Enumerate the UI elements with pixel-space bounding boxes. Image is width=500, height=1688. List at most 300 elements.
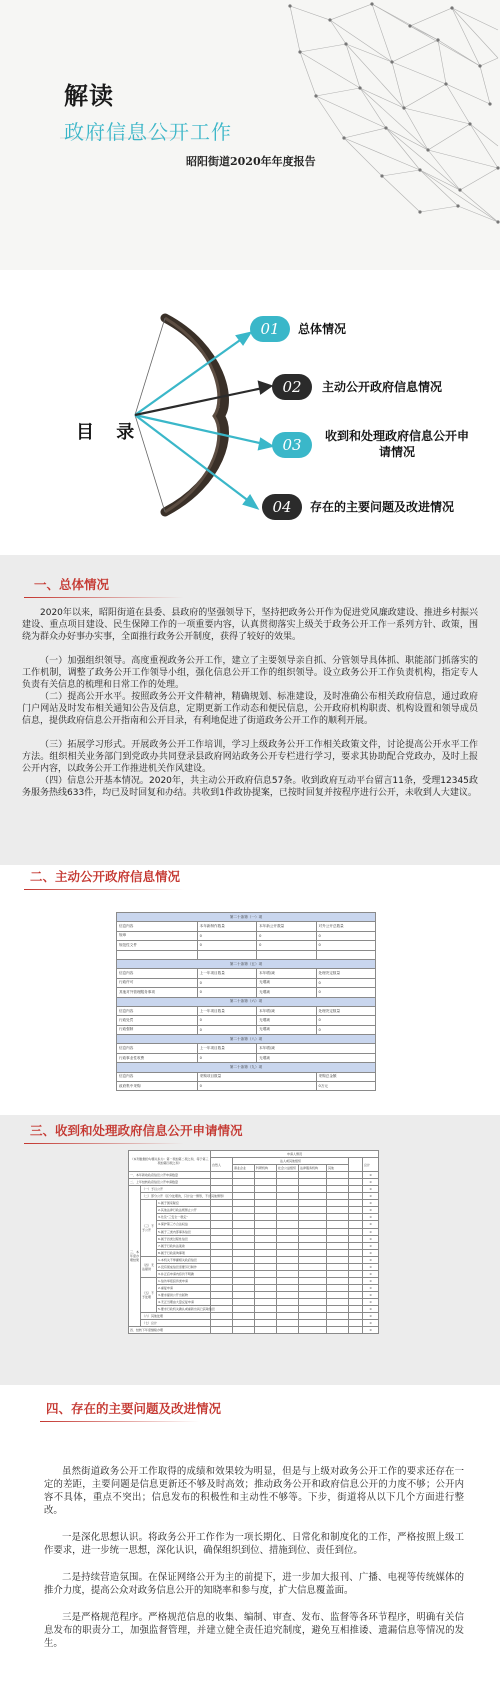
table-row [129,1313,379,1320]
paragraph: 虽然街道政务公开工作取得的成绩和效果较为明显，但是与上级对政务公开工作的要求还存在一定的差距，主要问题是信息更新还不够及时高效；推动政务公开和政府信息公开的力度不够；公开内容不具体，重点不突出；信息发布的积极性和主动性不够等。下步，街道将从以下几个方面进行整改。 [44,1466,464,1516]
table-cell: 行政事业性收费 [117,1053,198,1062]
table-row [129,1221,379,1228]
toc-number-03: 03 [272,432,312,458]
table-cell [233,1284,255,1291]
table-of-contents [0,270,500,555]
table-cell [277,1172,299,1179]
table-cell: 0 [363,1313,379,1320]
toc-item-02[interactable]: 主动公开政府信息情况 [322,380,443,394]
table-cell [211,1221,233,1228]
table-cell: 0 [363,1186,379,1193]
table-cell [277,1291,299,1298]
row-label: （一）予以公开 [141,1186,211,1193]
table-row [129,1320,379,1327]
table-row [129,1256,379,1263]
column-header: 本年新公开数量 [257,922,316,931]
left-header: （本列数据的勾稽关系为：第一项加第二项之和，等于第三项加第四项之和） [129,1151,211,1172]
table-cell [255,1214,277,1221]
column-header: 信息内容 [117,922,198,931]
table-cell [349,1242,363,1249]
table-cell [349,1200,363,1207]
table-cell [211,1263,233,1270]
table-cell [327,1291,349,1298]
table-cell [255,1249,277,1256]
table-cell: 无增减 [257,988,316,997]
table-cell [349,1284,363,1291]
table-cell [233,1172,255,1179]
table-cell [255,1313,277,1320]
toc-number-01: 01 [250,316,290,342]
table-row [129,1298,379,1305]
table-cell [349,1221,363,1228]
table-cell [349,1320,363,1327]
table-cell [277,1186,299,1193]
table-cell [211,1172,233,1179]
table-cell [299,1179,327,1186]
table-cell: 0 [197,1025,256,1034]
table-cell [211,1186,233,1193]
table-cell [349,1214,363,1221]
table-cell [299,1256,327,1263]
column-header: 本年增/减 [257,1006,316,1015]
table-cell [233,1313,255,1320]
table-cell [327,1221,349,1228]
row-label: （二）部分公开（区分处理的，只计这一情形，不计其他情形） [142,1194,227,1199]
table-row [129,1200,379,1207]
table-row [129,1193,379,1200]
table-cell: 0 [363,1263,379,1270]
table-cell [327,1277,349,1284]
table-cell [233,1277,255,1284]
table-cell [349,1270,363,1277]
table-cell [349,1306,363,1313]
table-cell: 0 [363,1193,379,1200]
application-handling-table [128,1150,379,1334]
table-cell [211,1249,233,1256]
table-cell [277,1228,299,1235]
table-cell [277,1256,299,1263]
table-cell [233,1320,255,1327]
table-cell [299,1172,327,1179]
table-cell: 0 [363,1298,379,1305]
table-cell [233,1235,255,1242]
table-cell [255,1242,277,1249]
table-cell [233,1179,255,1186]
section-problems [0,1385,500,1688]
column-header: 本年增/减 [257,969,316,978]
row-label: 6.属于四类过程性信息 [157,1235,211,1242]
table-cell: 政府集中采购 [117,1082,198,1091]
table-cell: 0 [316,1025,375,1034]
table-cell [327,1179,349,1186]
table-cell [349,1277,363,1284]
table-cell: 0 [197,941,256,950]
table-cell [327,1320,349,1327]
table-row [129,1263,379,1270]
column-header: 对外公开总数量 [316,922,375,931]
table-cell [299,1242,327,1249]
table-cell [327,1327,349,1334]
table-cell [255,1179,277,1186]
table-row [129,1277,379,1284]
table-cell [211,1313,233,1320]
table-cell [349,1291,363,1298]
table-cell [277,1179,299,1186]
table-cell: 其他对外管理服务事项 [117,988,198,997]
table-cell [255,1306,277,1313]
table-cell [327,1186,349,1193]
top-header: 申请人情况 [211,1151,379,1158]
table-cell [255,1291,277,1298]
row-label: 3.要求提供公开出版物 [157,1291,211,1298]
column-header: 处理决定数量 [316,1006,375,1015]
table-cell: 0 [363,1284,379,1291]
table-cell [233,1291,255,1298]
row-label: 8.属于行政查询事项 [157,1249,211,1256]
table-cell [255,1284,277,1291]
table-cell [349,1228,363,1235]
table-cell [327,1193,349,1200]
table-cell: 0 [363,1327,379,1334]
table-cell [327,1228,349,1235]
table-cell [255,1327,277,1334]
table-row [129,1172,379,1179]
table-cell [233,1306,255,1313]
table-cell: 0 [363,1320,379,1327]
table-row [129,1327,379,1334]
row-label: 2.重复申请 [157,1284,211,1291]
row-label: 3.补正后申请内容仍不明确 [157,1270,211,1277]
table-cell: 0 [197,978,256,987]
column-header: 上一年项目数量 [197,1044,256,1053]
table-cell [211,1320,233,1327]
table-cell: 0 [363,1256,379,1263]
table-cell [211,1235,233,1242]
table-cell: 行政处罚 [117,1016,198,1025]
row-label: （六）其他处理 [141,1313,211,1320]
table-row [129,1306,379,1313]
table-cell [349,1207,363,1214]
table-cell [277,1284,299,1291]
table-cell [233,1200,255,1207]
column-header: 总计 [363,1158,379,1172]
table-cell [327,1263,349,1270]
table-cell: 0 [197,931,256,940]
table-cell [255,1277,277,1284]
table-cell [327,1214,349,1221]
table-cell [233,1186,255,1193]
table-cell [277,1214,299,1221]
column-header: 处理决定数量 [316,969,375,978]
table-cell [255,1193,277,1200]
paragraph: （三）拓展学习形式。开展政务公开工作培训，学习上级政务公开工作相关政策文件，讨论提高公开水平工作方法。组织相关业务部门到党政办共同登录县政府网站政务公开专栏进行学习，要求其协助配合党政办，及时上报公开内容，以政务公开工作推进机关作风建设。 [22,740,478,774]
column-header [349,1158,363,1172]
table-cell [211,1284,233,1291]
column-header: 商业企业 [233,1165,255,1172]
column-header: 科研机构 [255,1165,277,1172]
heading-underline [24,597,184,598]
table-cell [277,1263,299,1270]
row-label: 一、本年新收政府信息公开申请数量 [129,1172,211,1179]
table-cell [327,1235,349,1242]
paragraph: 2020年以来，昭阳街道在县委、县政府的坚强领导下，坚持把政务公开作为促进党风廉政建设、推进乡村振兴建设、重点项目建设、民生保障工作的一项重要内容，认真贯彻落实上级关于政务公开工作一系列方针、政策，围绕为群众办好事办实事，全面推行政务公开制度，获得了较好的效果。 [22,608,478,642]
table-cell: 0 [363,1221,379,1228]
table-cell [349,1313,363,1320]
paragraph: （一）加强组织领导。高度重视政务公开工作，建立了主要领导亲自抓、分管领导具体抓、职能部门抓落实的工作机制，调整了政务公开工作领导小组，强化信息公开工作的组织领导。设立政务公开工作负责机构，指定专人负责有关信息的梳理和日常工作的处理。 [22,656,478,690]
row-label: 5.属于三类内部事务信息 [157,1228,211,1235]
table-cell [299,1277,327,1284]
table-cell: 0万元 [316,1082,375,1091]
section-heading: 三、收到和处理政府信息公开申请情况 [30,1123,243,1138]
table-cell [277,1277,299,1284]
table-cell [255,1256,277,1263]
column-header: 上一年项目数量 [197,969,256,978]
table-cell [299,1320,327,1327]
table-cell [277,1320,299,1327]
table-row [129,1179,379,1186]
table-cell [299,1284,327,1291]
table-cell [299,1186,327,1193]
table-cell: 行政许可 [117,978,198,987]
table-section-title: 第二十条第（一）项 [117,913,376,922]
table-cell [233,1249,255,1256]
row-label: 3.危及“三安全一稳定” [157,1214,211,1221]
table-cell [277,1327,299,1334]
paragraph: 二是持续营造氛围。在保证网络公开为主的前提下，进一步加大报刊、广播、电视等传统媒体的推介力度，提高公众对政务信息公开的知晓率和参与度，扩大信息覆盖面。 [44,1572,464,1596]
table-cell [349,1327,363,1334]
table-section-title: 第二十条第（六）项 [117,997,376,1006]
table-cell [211,1291,233,1298]
column-header: 信息内容 [117,1072,198,1081]
table-cell [255,1320,277,1327]
column-header: 法人或其他组织 [233,1158,349,1165]
table-row [129,1214,379,1221]
section-heading: 四、存在的主要问题及改进情况 [46,1401,222,1416]
section-heading: 二、主动公开政府信息情况 [30,869,181,884]
title-jiedu: 解读 [64,81,114,110]
row-label: 1.信访举报投诉类申请 [157,1277,211,1284]
table-cell [211,1277,233,1284]
table-cell: 0 [363,1228,379,1235]
table-cell [255,1298,277,1305]
table-row [129,1291,379,1298]
table-cell [277,1235,299,1242]
row-label: 2.没有现成信息需要另行制作 [157,1263,211,1270]
table-cell [349,1193,363,1200]
table-cell [299,1214,327,1221]
column-header: 法律服务机构 [299,1165,327,1172]
group-label: 三、本年度办理结果 [129,1186,141,1327]
table-cell: 0 [197,988,256,997]
table-cell [211,1228,233,1235]
table-cell: 0 [316,1016,375,1025]
column-header: 采购总金额 [316,1072,375,1081]
table-cell [255,1221,277,1228]
row-label: 5.要求行政机关确认或重新出具已获取信息 [158,1307,215,1312]
table-cell [349,1172,363,1179]
table-cell [255,1235,277,1242]
table-cell [255,1263,277,1270]
table-cell [255,1172,277,1179]
table-cell: 0 [363,1306,379,1313]
table-cell [349,1298,363,1305]
table-cell: 0 [363,1172,379,1179]
table-row [129,1284,379,1291]
table-cell [211,1242,233,1249]
table-cell [349,1179,363,1186]
row-label: 1.本机关不掌握相关政府信息 [157,1256,211,1263]
toc-number-04: 04 [262,494,302,520]
table-cell [327,1242,349,1249]
table-cell: 0 [316,978,375,987]
table-cell [277,1200,299,1207]
table-cell: 规范性文件 [117,941,198,950]
table-cell [299,1200,327,1207]
toc-label: 目 录 [76,422,143,443]
table-cell [299,1221,327,1228]
paragraph: （四）信息公开基本情况。2020年，共主动公开政府信息57条。收到政府互动平台留言11条，受理12345政务服务热线633件，均已及时回复和办结。共收到1件政协提案，已按时回复并按程序进行公开，未收到人大建议。 [22,776,478,798]
table-cell: 行政强制 [117,1025,198,1034]
table-row [129,1270,379,1277]
table-cell: 0 [316,931,375,940]
title-main: 政府信息公开工作 [64,120,232,144]
table-cell [327,1207,349,1214]
table-cell: 0 [197,1053,256,1062]
row-label: 二、上年结转政府信息公开申请数量 [129,1179,211,1186]
table-row [129,1228,379,1235]
table-section-title: 第二十条第（九）项 [117,1063,376,1072]
toc-item-01[interactable]: 总体情况 [298,322,347,336]
table-cell [349,1256,363,1263]
table-row [129,1235,379,1242]
table-cell [327,1270,349,1277]
subgroup-label: （五）不予处理 [141,1277,157,1312]
table-cell: 0 [316,988,375,997]
table-cell [299,1270,327,1277]
table-cell [211,1256,233,1263]
table-cell: 0 [363,1277,379,1284]
table-cell [299,1298,327,1305]
toc-item-04[interactable]: 存在的主要问题及改进情况 [310,500,455,514]
row-label: 四、结转下年度继续办理 [129,1327,211,1334]
column-header: 信息内容 [117,1044,198,1053]
row-label: 7.属于行政执法案卷 [157,1242,211,1249]
table-cell: 0 [363,1235,379,1242]
table-cell [327,1298,349,1305]
table-cell [117,950,198,959]
table-cell [277,1207,299,1214]
table-cell [255,1200,277,1207]
table-cell [299,1193,327,1200]
table-cell [277,1242,299,1249]
table-cell [211,1270,233,1277]
table-cell [277,1249,299,1256]
column-header: 采购项目数量 [197,1072,316,1081]
table-cell [233,1270,255,1277]
table-cell [299,1235,327,1242]
table-cell: 无增减 [257,978,316,987]
table-cell [316,950,375,959]
subgroup-label: （三）不予公开 [141,1200,157,1256]
proactive-disclosure-table [116,912,376,1091]
toc-item-03[interactable]: 收到和处理政府信息公开申请情况 [324,429,469,459]
table-cell [299,1327,327,1334]
title-subtitle: 昭阳街道2020年年度报告 [186,155,316,168]
table-cell [327,1249,349,1256]
table-cell: 0 [316,941,375,950]
table-cell [233,1263,255,1270]
table-cell [211,1298,233,1305]
row-label: 4.保护第三方合法权益 [157,1221,211,1228]
row-label: 1.属于国家秘密 [157,1200,211,1207]
table-cell: 规章 [117,931,198,940]
table-cell [299,1313,327,1320]
column-header: 信息内容 [117,1006,198,1015]
column-header: 社会公益组织 [277,1165,299,1172]
header-banner [0,0,500,270]
table-cell [211,1214,233,1221]
table-cell [327,1256,349,1263]
table-cell [299,1207,327,1214]
table-cell [233,1193,255,1200]
table-cell: 0 [363,1242,379,1249]
table-cell: 0 [363,1179,379,1186]
table-cell [327,1284,349,1291]
table-cell [327,1200,349,1207]
table-cell: 0 [363,1270,379,1277]
column-header: 本年增/减 [257,1044,376,1053]
heading-underline [24,889,184,890]
table-cell: 0 [257,941,316,950]
table-cell [277,1270,299,1277]
table-row [129,1249,379,1256]
section-overview [0,555,500,865]
table-cell [211,1179,233,1186]
table-cell [255,1207,277,1214]
table-cell [299,1228,327,1235]
paragraph: 一是深化思想认识。将政务公开工作作为一项长期化、日常化和制度化的工作，严格按照上级工作要求，进一步统一思想，深化认识，确保组织到位、措施到位、责任到位。 [44,1532,464,1556]
table-cell: 0 [363,1200,379,1207]
table-cell: 0 [363,1207,379,1214]
table-cell: 0 [363,1214,379,1221]
table-cell [233,1221,255,1228]
table-cell [233,1256,255,1263]
table-cell [233,1242,255,1249]
table-cell [327,1172,349,1179]
table-cell: 0 [197,1082,316,1091]
column-header: 信息内容 [117,969,198,978]
section-heading: 一、总体情况 [34,577,110,592]
table-cell [233,1214,255,1221]
table-cell [277,1298,299,1305]
paragraph: （二）提高公开水平。按照政务公开文件精神，精确规划、标准建设，及时准确公布相关政府信息，通过政府门户网站及时发布相关通知公告及信息，定期更新工作动态和便民信息，公开政府机构职责、机构设置和领导成员信息，提供政府信息公开指南和公开目录，有利地促进了街道政务公开工作的顺利开展。 [22,692,478,726]
table-cell [197,950,256,959]
table-cell [277,1313,299,1320]
table-cell [233,1228,255,1235]
table-cell: 0 [363,1291,379,1298]
table-cell [211,1327,233,1334]
table-cell [349,1235,363,1242]
table-cell: 无增减 [257,1016,316,1025]
table-cell [277,1221,299,1228]
table-cell: 0 [257,931,316,940]
table-cell [327,1306,349,1313]
table-cell: 无增减 [257,1053,376,1062]
table-cell [211,1207,233,1214]
table-cell [349,1249,363,1256]
table-cell [349,1263,363,1270]
table-section-title: 第二十条第（八）项 [117,1035,376,1044]
